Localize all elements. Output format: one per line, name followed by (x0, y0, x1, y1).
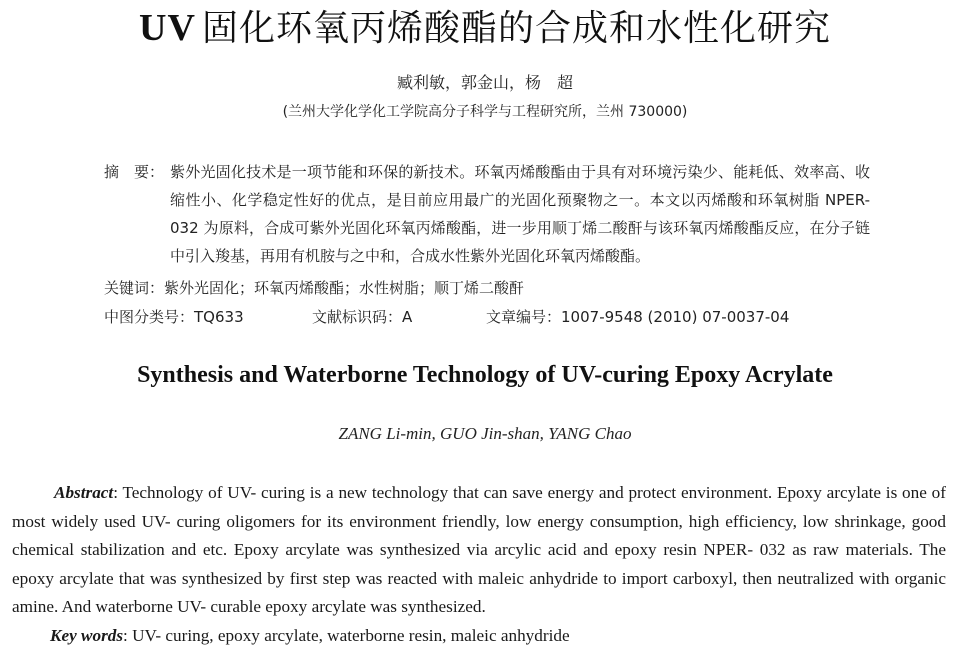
english-abstract (12, 479, 946, 622)
document-code-value: A (402, 308, 413, 326)
chinese-abstract-label: 摘 要： (104, 163, 165, 181)
english-abstract-text: : Technology of UV- curing is a new technology that can save energy and protect environment. Epoxy arcylate is one of most widely used UV- curing oligomers for its environment friendly, low energy consumption, high efficiency, low shrinkage, good chemical stabilization and etc. Epoxy arcylate was synthesized via arcylic acid and epoxy resin NPER- 032 as raw materials. The epoxy arcylate that was synthesized by first step was reacted with maleic anhydride to import carboxyl, then neutralized with organic amine. And waterborne UV- curable epoxy arcylate was synthesized. (12, 483, 946, 617)
clc-value: TQ633 (194, 308, 244, 326)
clc-label: 中图分类号： (104, 308, 195, 326)
chinese-abstract-text: 紫外光固化技术是一项节能和环保的新技术。环氧丙烯酸酯由于具有对环境污染少、能耗低、效率高、收缩性小、化学稳定性好的优点，是目前应用最广的光固化预聚物之一。本文以丙烯酸和环氧树脂 NPER-032 为原料，合成可紫外光固化环氧丙烯酸酯，进一步用顺丁烯二酸酐与该环氧丙烯酸酯反应，在分子链中引入羧基，再用有机胺与之中和，合成水性紫外光固化环氧丙烯酸酯。 (170, 163, 870, 265)
english-keywords-text: : UV- curing, epoxy arcylate, waterborne resin, maleic anhydride (123, 626, 570, 645)
document-code (312, 305, 412, 329)
chinese-keywords (104, 276, 884, 300)
clc-number (104, 305, 244, 329)
article-number-label: 文章编号： (486, 308, 562, 326)
english-abstract-label: Abstract (54, 483, 114, 502)
english-authors: ZANG Li-min, GUO Jin-shan, YANG Chao (338, 424, 632, 443)
english-keywords-label: Key words (50, 626, 124, 645)
document-code-label: 文献标识码： (312, 308, 403, 326)
english-keywords (50, 623, 950, 649)
article-number-value: 1007-9548 (2010) 07-0037-04 (561, 308, 790, 326)
article-number (486, 305, 789, 329)
chinese-title-text: 固化环氧丙烯酸酯的合成和水性化研究 (201, 8, 831, 49)
chinese-title (0, 4, 970, 53)
english-title: Synthesis and Waterborne Technology of UV-curing Epoxy Acrylate (137, 362, 833, 388)
chinese-abstract (104, 158, 870, 270)
chinese-keywords-label: 关键词： (104, 279, 165, 297)
chinese-keywords-text: 紫外光固化；环氧丙烯酸酯；水性树脂；顺丁烯二酸酐 (164, 279, 525, 297)
classification-line (104, 305, 884, 329)
chinese-authors: 臧利敏，郭金山，杨 超 (396, 73, 573, 92)
chinese-title-prefix: UV (139, 7, 196, 49)
chinese-affiliation: (兰州大学化学化工学院高分子科学与工程研究所，兰州 730000) (282, 104, 688, 120)
